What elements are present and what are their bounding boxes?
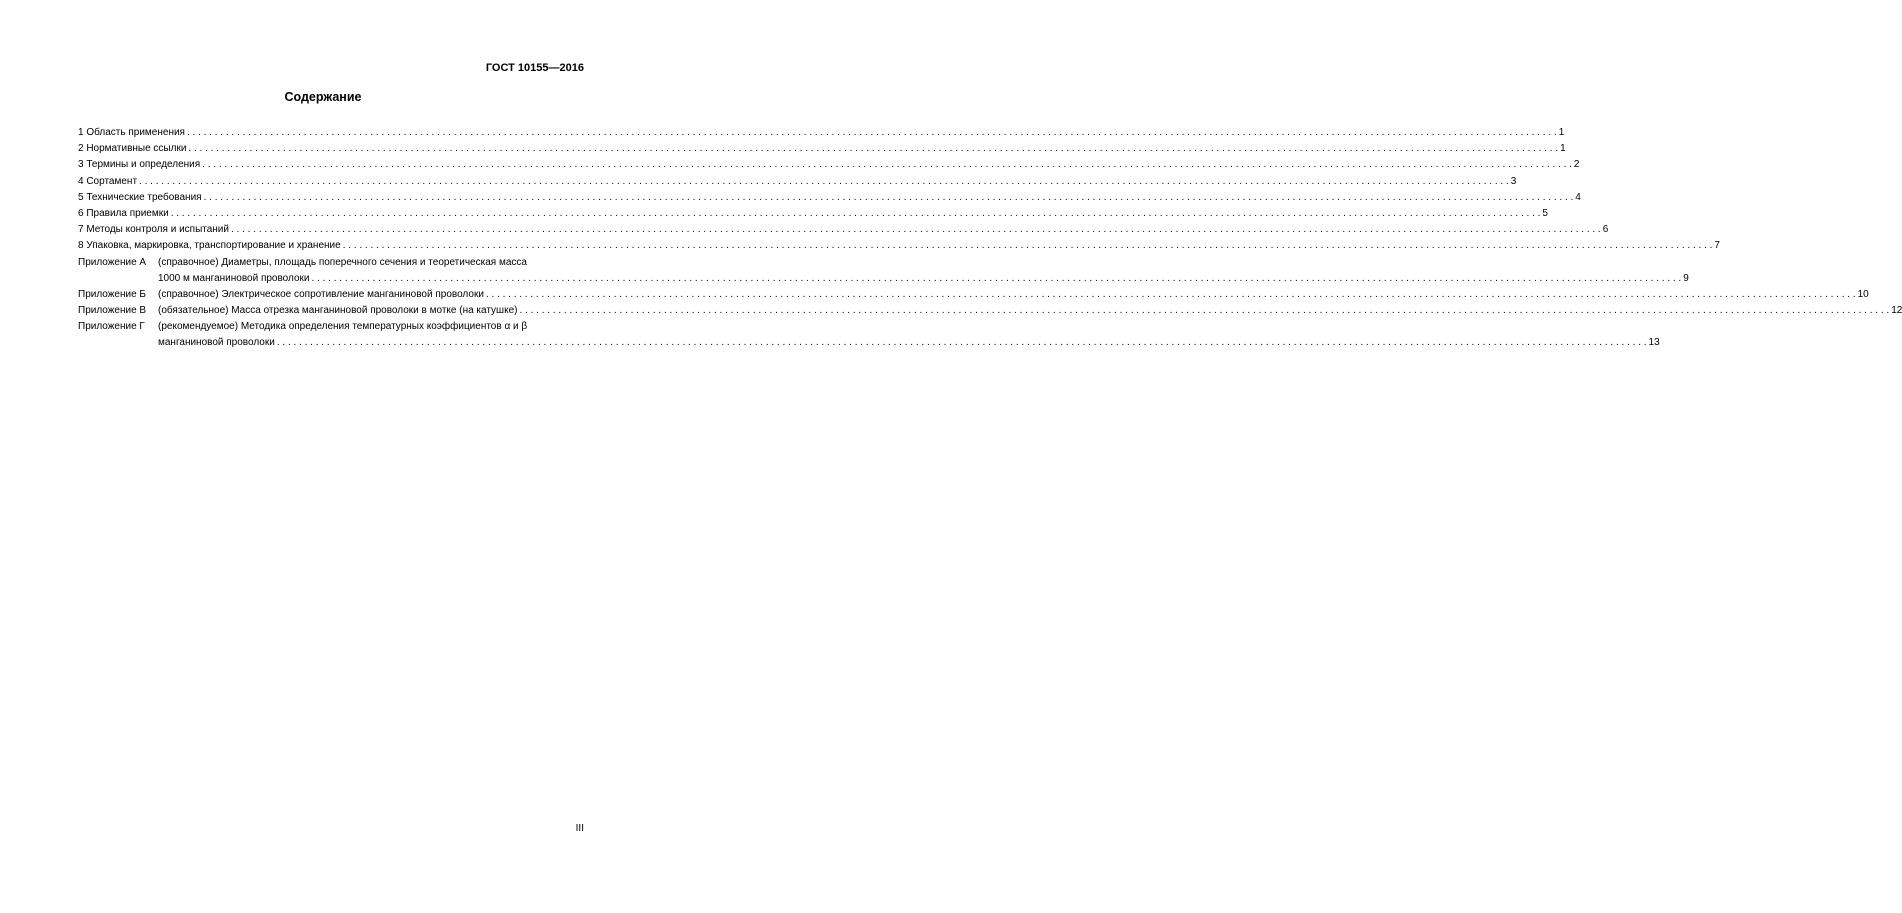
toc-entry-page: 1 [1558,126,1565,138]
toc-entry-page: 1 [1560,143,1566,155]
dot-leader [486,287,1856,303]
toc-entry-page: 2 [1573,159,1580,171]
toc-entry[interactable] [78,157,1580,173]
toc-entry-label: 2 Нормативные ссылки [78,143,187,155]
toc-entry-label: 8 Упаковка, маркировка, транспортирование и хранение [78,240,341,252]
appendix-title-line: (справочное) Диаметры, площадь поперечного сечения и теоретическая масса [158,256,527,268]
toc-entry[interactable] [78,222,1609,238]
toc-entry-page: 7 [1714,240,1720,252]
dot-leader [312,271,1682,287]
toc-entry[interactable] [78,238,1720,254]
table-of-contents [78,125,1902,352]
toc-title: Содержание [284,90,362,104]
toc-entry[interactable] [78,141,1566,157]
toc-entry-label: 4 Сортамент [78,175,138,187]
toc-entry-page: 4 [1575,191,1581,203]
toc-entry-label: 5 Технические требования [78,191,202,203]
dot-leader [139,174,1509,190]
appendix-title-line: (обязательное) Масса отрезка манганиновой проволоки в мотке (на катушке) [158,305,518,317]
appendix-name: Приложение Б [78,288,146,300]
dot-leader [204,190,1574,206]
page-number: III [575,823,584,834]
toc-entry-page: 9 [1683,272,1689,284]
dot-leader [519,303,1889,319]
appendix-name: Приложение А [78,256,147,268]
appendix-name: Приложение Г [78,321,145,333]
dot-leader [187,125,1557,141]
dot-leader [277,335,1647,351]
toc-entry-page: 5 [1542,207,1548,219]
toc-entry-label: 1 Область применения [78,126,185,138]
toc-entry-label: 6 Правила приемки [78,207,169,219]
standard-number: ГОСТ 10155—2016 [485,62,584,74]
toc-appendix-g[interactable] [78,319,1660,351]
dot-leader [231,222,1601,238]
toc-entry-page: 10 [1857,288,1869,300]
toc-entry-label: 7 Методы контроля и испытаний [78,224,229,236]
toc-entry-page: 12 [1891,305,1902,317]
toc-entry[interactable] [78,190,1581,206]
toc-appendix-b[interactable] [78,287,1869,303]
toc-entry-label: 3 Термины и определения [78,159,201,171]
toc-entry[interactable] [78,206,1548,222]
appendix-name: Приложение В [78,305,147,317]
toc-entry[interactable] [78,125,1565,141]
appendix-title-line: (рекомендуемое) Методика определения температурных коэффициентов α и β [158,321,528,333]
dot-leader [343,238,1713,254]
dot-leader [171,206,1541,222]
toc-entry[interactable] [78,174,1517,190]
toc-entry-page: 13 [1648,337,1660,349]
dot-leader [188,141,1558,157]
toc-appendix-a[interactable] [78,255,1689,287]
dot-leader [202,157,1572,173]
toc-entry-page: 6 [1602,224,1609,236]
appendix-title-line: манганиновой проволоки [158,337,275,349]
toc-entry-page: 3 [1510,175,1517,187]
appendix-title-line: (справочное) Электрическое сопротивление манганиновой проволоки [158,288,484,300]
appendix-title-line: 1000 м манганиновой проволоки [158,272,310,284]
toc-appendix-v[interactable] [78,303,1902,319]
